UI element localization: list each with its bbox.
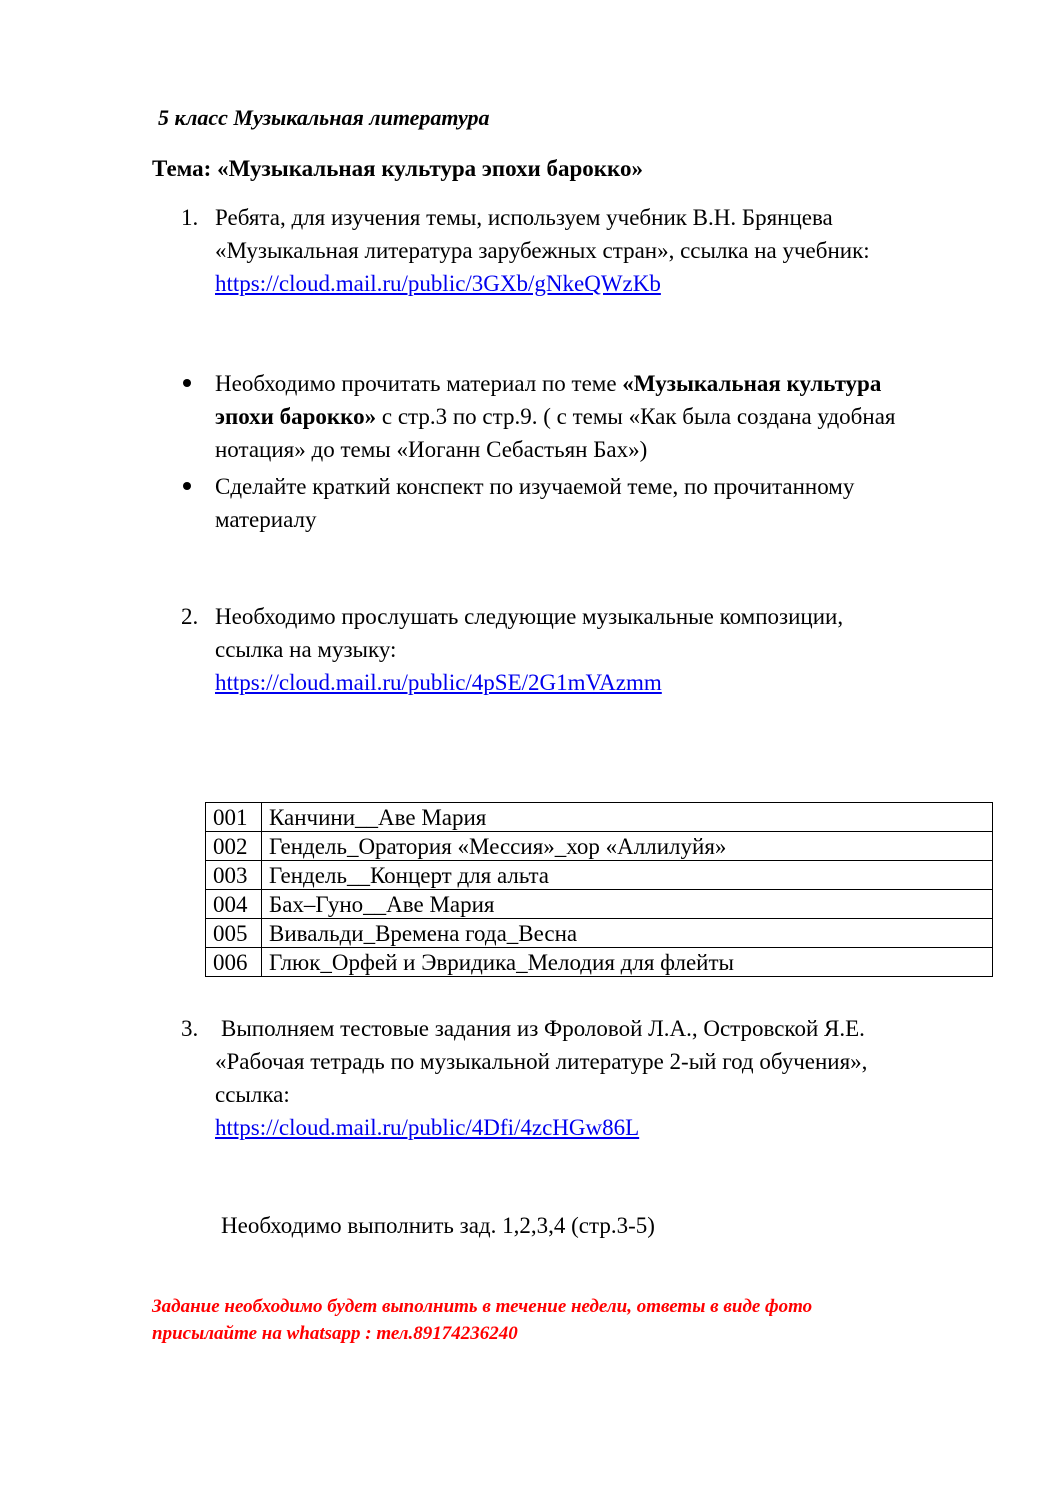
item-2-line-1: Необходимо прослушать следующие музыкальные композиции,	[215, 604, 844, 629]
bullet-icon	[183, 482, 191, 490]
table-row	[206, 919, 993, 948]
bullet-icon	[183, 379, 191, 387]
track-code: 003	[206, 861, 262, 890]
item-3-number: 3.	[181, 1016, 199, 1041]
bullet-1-line-3: нотация» до темы «Иоганн Себастьян Бах»)	[215, 437, 648, 462]
workbook-link[interactable]: https://cloud.mail.ru/public/4Dfi/4zcHGw86L	[215, 1115, 640, 1140]
item-1-line-1: Ребята, для изучения темы, используем учебник В.Н. Брянцева	[215, 205, 833, 230]
table-row	[206, 803, 993, 832]
track-title: Вивальди_Времена года_Весна	[262, 919, 993, 948]
bullet-2-line-2: материалу	[215, 507, 317, 532]
item-3-line-2: «Рабочая тетрадь по музыкальной литературе 2-ый год обучения»,	[215, 1049, 868, 1074]
table-row	[206, 861, 993, 890]
table-row	[206, 948, 993, 977]
track-code: 004	[206, 890, 262, 919]
item-1-number: 1.	[181, 205, 199, 230]
table-row	[206, 890, 993, 919]
table-row	[206, 832, 993, 861]
track-title: Канчини__Аве Мария	[262, 803, 993, 832]
class-title: 5 класс Музыкальная литература	[158, 105, 490, 130]
tracks-table	[205, 802, 993, 977]
topic-title: Тема: «Музыкальная культура эпохи барокко»	[152, 156, 644, 181]
track-code: 001	[206, 803, 262, 832]
item-3-line-1: Выполняем тестовые задания из Фроловой Л.А., Островской Я.Е.	[221, 1016, 865, 1041]
textbook-link[interactable]: https://cloud.mail.ru/public/3GXb/gNkeQWzKb	[215, 271, 661, 296]
item-3-line-3: ссылка:	[215, 1082, 290, 1107]
track-title: Гендель__Концерт для альта	[262, 861, 993, 890]
item-2-number: 2.	[181, 604, 199, 629]
bullet-1-line-1: Необходимо прочитать материал по теме «Музыкальная культура	[215, 371, 882, 396]
item-1-line-2: «Музыкальная литература зарубежных стран», ссылка на учебник:	[215, 238, 870, 263]
deadline-note-line-1: Задание необходимо будет выполнить в течение недели, ответы в виде фото	[152, 1296, 813, 1317]
deadline-note-line-2: присылайте на whatsapp : тел.89174236240	[152, 1323, 518, 1344]
track-title: Глюк_Орфей и Эвридика_Мелодия для флейты	[262, 948, 993, 977]
track-title: Бах–Гуно__Аве Мария	[262, 890, 993, 919]
track-code: 002	[206, 832, 262, 861]
track-code: 006	[206, 948, 262, 977]
bullet-2-line-1: Сделайте краткий конспект по изучаемой теме, по прочитанному	[215, 474, 855, 499]
item-2-line-2: ссылка на музыку:	[215, 637, 397, 662]
music-link[interactable]: https://cloud.mail.ru/public/4pSE/2G1mVAzmm	[215, 670, 662, 695]
track-title: Гендель_Оратория «Мессия»_хор «Аллилуйя»	[262, 832, 993, 861]
bullet-1-line-2: эпохи барокко» с стр.3 по стр.9. ( с темы «Как была создана удобная	[215, 404, 896, 429]
task-note: Необходимо выполнить зад. 1,2,3,4 (стр.3-5)	[221, 1213, 655, 1238]
track-code: 005	[206, 919, 262, 948]
